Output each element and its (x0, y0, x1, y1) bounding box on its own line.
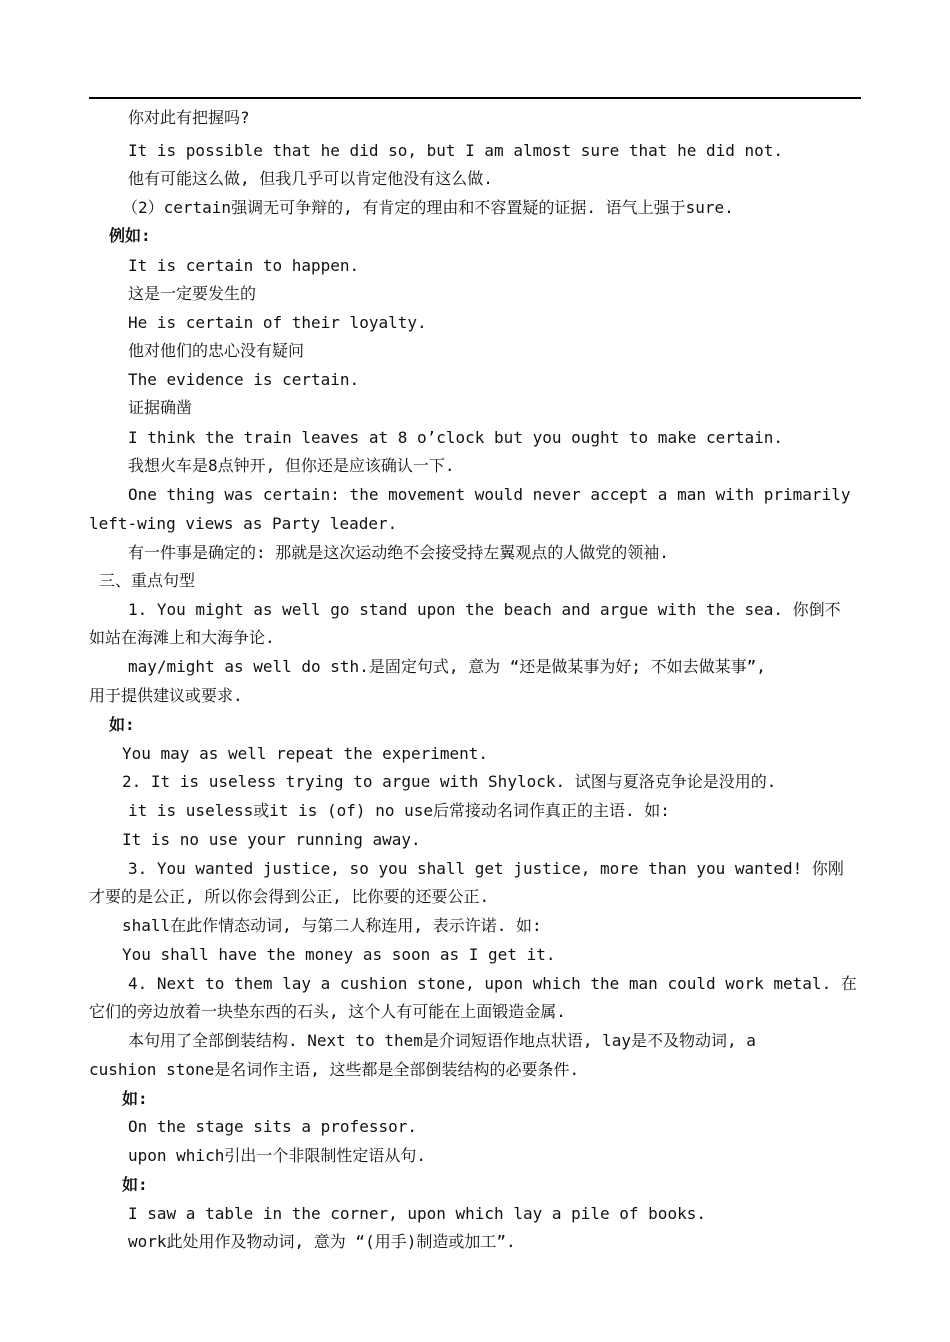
text-line: it is useless或it is (of) no use后常接动名词作真正的主语. 如: (128, 801, 670, 820)
text-line: 有一件事是确定的: 那就是这次运动绝不会接受持左翼观点的人做党的领袖. (128, 543, 669, 562)
example-label: 例如: (109, 226, 151, 245)
text-line: 4. Next to them lay a cushion stone, upon which the man could work metal. 在 (128, 974, 857, 993)
example-label: 如: (109, 715, 135, 734)
text-line: 2. It is useless trying to argue with Shylock. 试图与夏洛克争论是没用的. (122, 772, 777, 791)
text-line: The evidence is certain. (128, 370, 360, 389)
section-heading: 三、重点句型 (99, 571, 196, 590)
text-line: I saw a table in the corner, upon which lay a pile of books. (128, 1204, 706, 1223)
text-line: 本句用了全部倒装结构. Next to them是介词短语作地点状语, lay是不及物动词, a (128, 1031, 756, 1050)
text-line: 他对他们的忠心没有疑问 (128, 341, 305, 360)
text-line: 1. You might as well go stand upon the beach and argue with the sea. 你倒不 (128, 600, 841, 619)
text-line: It is possible that he did so, but I am almost sure that he did not. (128, 141, 784, 160)
text-line: work此处用作及物动词, 意为 “(用手)制造或加工”. (128, 1232, 516, 1251)
text-line: On the stage sits a professor. (128, 1117, 417, 1136)
text-line: 你对此有把握吗? (128, 108, 250, 127)
text-line: may/might as well do sth.是固定句式, 意为 “还是做某事为好; 不如去做某事”, (128, 657, 766, 676)
header-rule (89, 97, 861, 99)
text-line: 才要的是公正, 所以你会得到公正, 比你要的还要公正. (89, 887, 490, 906)
text-line: One thing was certain: the movement would never accept a man with primarily (128, 485, 851, 504)
text-line: You may as well repeat the experiment. (122, 744, 489, 763)
text-line: 它们的旁边放着一块垫东西的石头, 这个人有可能在上面锻造金属. (89, 1002, 566, 1021)
text-line: It is no use your running away. (122, 830, 421, 849)
text-line: shall在此作情态动词, 与第二人称连用, 表示许诺. 如: (122, 916, 542, 935)
text-line: It is certain to happen. (128, 256, 360, 275)
text-line: 如站在海滩上和大海争论. (89, 628, 275, 647)
text-line: You shall have the money as soon as I get it. (122, 945, 556, 964)
text-line: （2）certain强调无可争辩的, 有肯定的理由和不容置疑的证据. 语气上强于sure. (122, 198, 734, 217)
text-line: 这是一定要发生的 (128, 284, 257, 303)
text-line: 3. You wanted justice, so you shall get justice, more than you wanted! 你刚 (128, 859, 844, 878)
text-line: 我想火车是8点钟开, 但你还是应该确认一下. (128, 456, 455, 475)
text-line: 他有可能这么做, 但我几乎可以肯定他没有这么做. (128, 169, 493, 188)
example-label: 如: (122, 1175, 148, 1194)
text-line: cushion stone是名词作主语, 这些都是全部倒装结构的必要条件. (89, 1060, 580, 1079)
example-label: 如: (122, 1089, 148, 1108)
text-line: 用于提供建议或要求. (89, 686, 243, 705)
text-line: He is certain of their loyalty. (128, 313, 427, 332)
text-line: 证据确凿 (128, 398, 193, 417)
text-line: upon which引出一个非限制性定语从句. (128, 1146, 426, 1165)
text-line: left-wing views as Party leader. (89, 514, 398, 533)
text-line: I think the train leaves at 8 o’clock but you ought to make certain. (128, 428, 784, 447)
